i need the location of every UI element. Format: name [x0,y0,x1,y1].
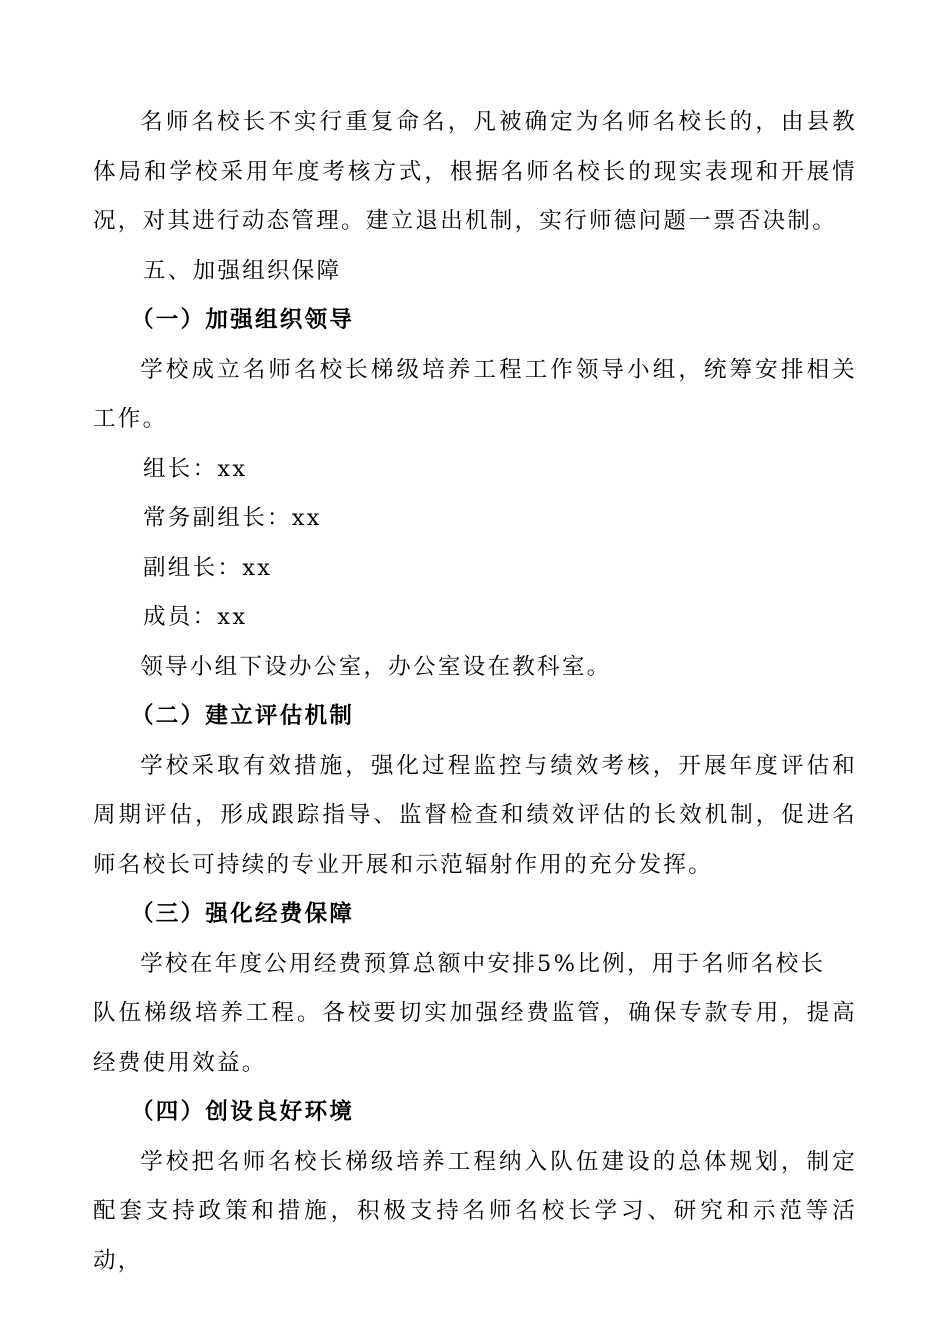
paragraph-dynamic-management: 名师名校长不实行重复命名，凡被确定为名师名校长的，由县教体局和学校采用年度考核方式，根据名师名校长的现实表现和开展情况，对其进行动态管理。建立退出机制，实行师德问题一票否决制。 [93,109,857,234]
subheading-leadership: （一）加强组织领导 [131,307,355,333]
paragraph-leading-group: 学校成立名师名校长梯级培养工程工作领导小组，统筹安排相关工作。 [93,356,857,432]
group-executive-deputy: 常务副组长：xx [143,505,322,531]
group-members: 成员：xx [143,604,248,630]
document-body [93,98,857,1286]
subheading-funding: （三）强化经费保障 [131,901,355,927]
paragraph-evaluation: 学校采取有效措施，强化过程监控与绩效考核，开展年度评估和周期评估，形成跟踪指导、监督检查和绩效评估的长效机制，促进名师名校长可持续的专业开展和示范辐射作用的充分发挥。 [93,752,857,878]
paragraph-environment: 学校把名师名校长梯级培养工程纳入队伍建设的总体规划，制定配套支持政策和措施，积极支持名师名校长学习、研究和示范等活动， [93,1148,857,1274]
paragraph-office: 领导小组下设办公室，办公室设在教科室。 [140,653,612,680]
section-heading-organization-guarantee: 五、加强组织保障 [143,257,342,284]
paragraph-funding-rest: 队伍梯级培养工程。各校要切实加强经费监管，确保专款专用，提高经费使用效益。 [93,1000,857,1076]
paragraph-funding-line1: 学校在年度公用经费预算总额中安排5%比例，用于名师名校长 [140,950,826,977]
subheading-environment: （四）创设良好环境 [131,1099,355,1125]
group-deputy: 副组长：xx [143,554,273,581]
group-leader: 组长：xx [143,455,248,482]
subheading-evaluation: （二）建立评估机制 [131,703,355,729]
